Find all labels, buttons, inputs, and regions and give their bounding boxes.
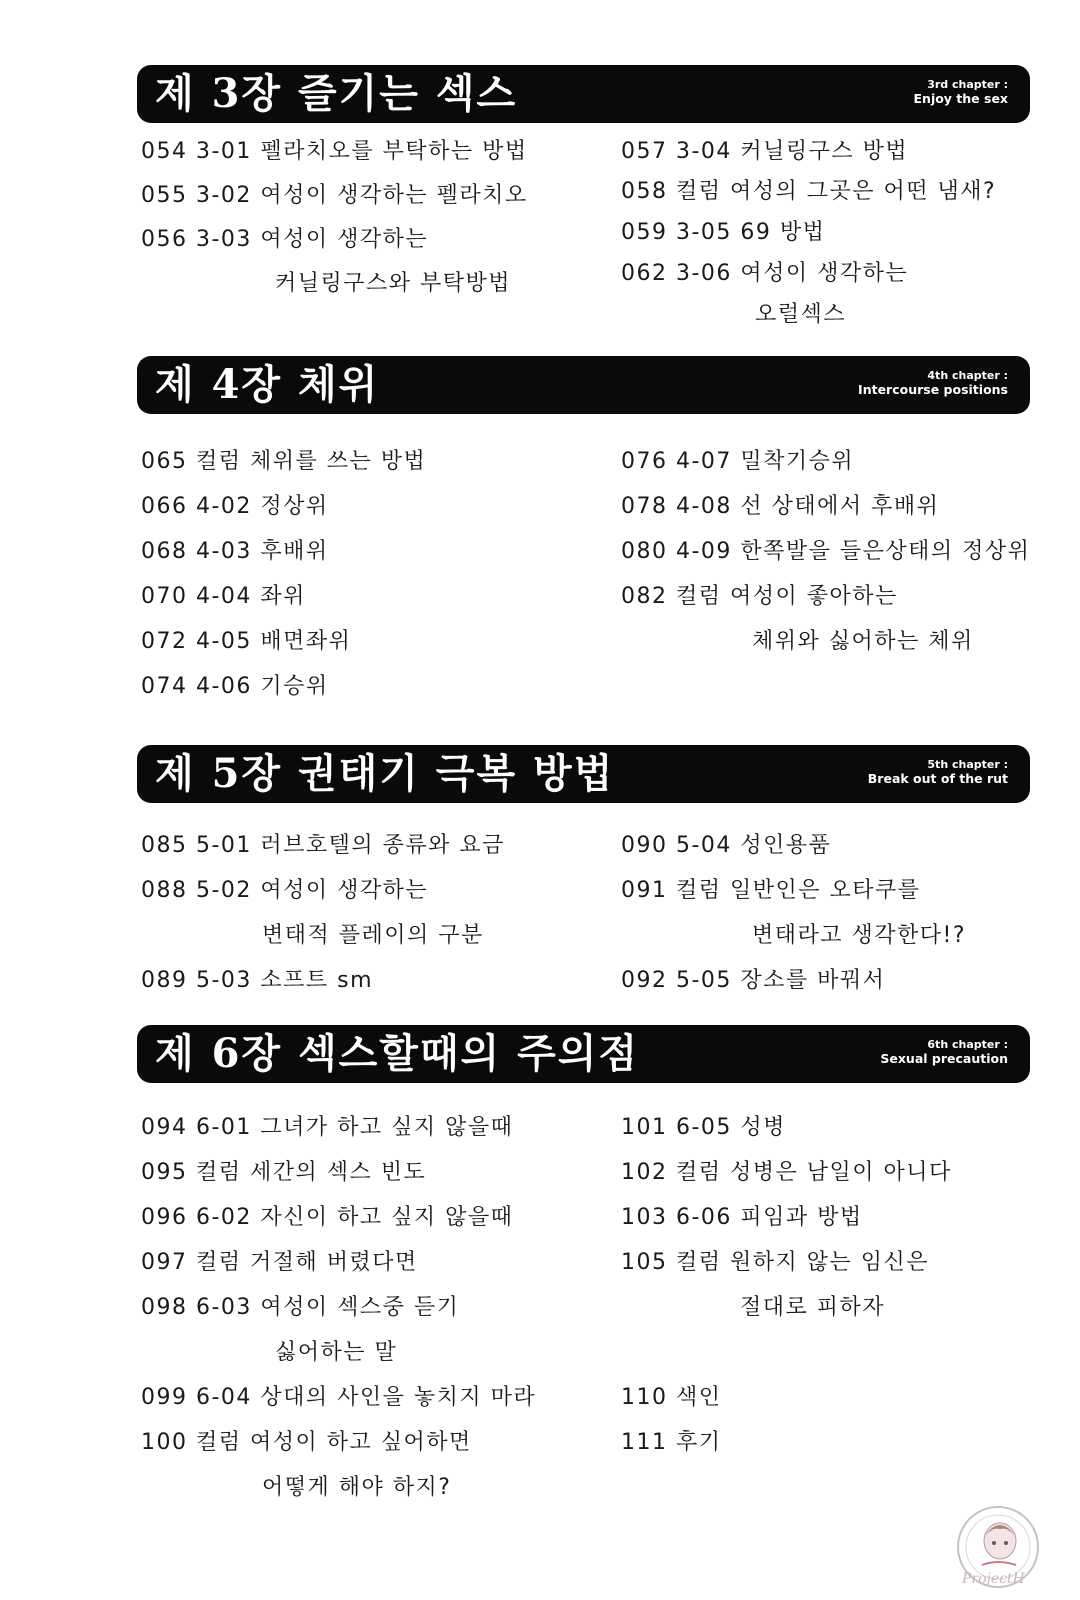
- toc-entry: 094 6-01 그녀가 하고 싶지 않을때: [141, 1115, 514, 1140]
- toc-entry: 056 3-03 여성이 생각하는: [141, 227, 429, 252]
- chapter-english-number: 4th chapter :: [927, 369, 1008, 382]
- toc-entry: 095 컬럼 세간의 섹스 빈도: [141, 1160, 427, 1185]
- chapter-title: 제 3장 즐기는 섹스: [155, 70, 518, 117]
- toc-entry: 092 5-05 장소를 바꿔서: [621, 968, 886, 993]
- toc-entry: 100 컬럼 여성이 하고 싶어하면: [141, 1430, 472, 1455]
- toc-entry: 059 3-05 69 방법: [621, 220, 826, 245]
- toc-entry: 057 3-04 커닐링구스 방법: [621, 139, 909, 164]
- toc-entry-continuation: 오럴섹스: [755, 302, 847, 327]
- toc-entry: 070 4-04 좌위: [141, 584, 306, 609]
- toc-entry-continuation: 절대로 피하자: [740, 1295, 886, 1320]
- chapter-english-number: 6th chapter :: [927, 1038, 1008, 1051]
- toc-entry: 080 4-09 한쪽발을 들은상태의 정상위: [621, 539, 1031, 564]
- toc-entry: 065 컬럼 체위를 쓰는 방법: [141, 449, 427, 474]
- toc-entry: 110 색인: [621, 1385, 722, 1410]
- chapter-english-title: Sexual precaution: [880, 1051, 1008, 1066]
- chapter-english-label: [880, 1038, 1008, 1066]
- project-h-stamp-logo: [948, 1503, 1048, 1591]
- chapter-english-title: Intercourse positions: [858, 382, 1008, 397]
- toc-entry: 062 3-06 여성이 생각하는: [621, 261, 909, 286]
- chapter-6-header: [137, 1025, 1030, 1083]
- toc-entry-continuation: 체위와 싫어하는 체위: [752, 629, 974, 654]
- chapter-english-label: [914, 78, 1009, 106]
- toc-entry-continuation: 어떻게 해야 하지?: [262, 1475, 452, 1500]
- chapter-3-header: [137, 65, 1030, 123]
- chapter-english-label: [858, 369, 1008, 397]
- toc-entry: 111 후기: [621, 1430, 722, 1455]
- toc-entry: 088 5-02 여성이 생각하는: [141, 878, 429, 903]
- toc-entry: 105 컬럼 원하지 않는 임신은: [621, 1250, 929, 1275]
- chapter-title: 제 6장 섹스할때의 주의점: [155, 1030, 640, 1077]
- toc-entry: 103 6-06 피임과 방법: [621, 1205, 863, 1230]
- toc-entry: 054 3-01 펠라치오를 부탁하는 방법: [141, 139, 528, 164]
- toc-entry: 066 4-02 정상위: [141, 494, 329, 519]
- chapter-english-number: 5th chapter :: [927, 758, 1008, 771]
- toc-entry: 074 4-06 기승위: [141, 674, 329, 699]
- toc-entry: 068 4-03 후배위: [141, 539, 329, 564]
- toc-entry: 078 4-08 선 상태에서 후배위: [621, 494, 940, 519]
- toc-entry-continuation: 변태라고 생각한다!?: [752, 923, 967, 948]
- stamp-logo-icon: [948, 1503, 1048, 1591]
- toc-entry: 055 3-02 여성이 생각하는 펠라치오: [141, 183, 528, 208]
- chapter-5-header: [137, 745, 1030, 803]
- stamp-logo-text: ProjectH: [962, 1571, 1025, 1587]
- toc-entry: 102 컬럼 성병은 남일이 아니다: [621, 1160, 952, 1185]
- toc-entry: 090 5-04 성인용품: [621, 833, 832, 858]
- toc-entry-continuation: 변태적 플레이의 구분: [262, 923, 484, 948]
- toc-entry: 096 6-02 자신이 하고 싶지 않을때: [141, 1205, 514, 1230]
- chapter-title: 제 5장 권태기 극복 방법: [155, 750, 615, 797]
- toc-entry: 089 5-03 소프트 sm: [141, 968, 374, 993]
- toc-entry: 082 컬럼 여성이 좋아하는: [621, 584, 898, 609]
- toc-entry: 099 6-04 상대의 사인을 놓치지 마라: [141, 1385, 537, 1410]
- toc-entry: 058 컬럼 여성의 그곳은 어떤 냄새?: [621, 179, 997, 204]
- toc-entry: 091 컬럼 일반인은 오타쿠를: [621, 878, 921, 903]
- toc-entry: 076 4-07 밀착기승위: [621, 449, 855, 474]
- toc-entry: 097 컬럼 거절해 버렸다면: [141, 1250, 418, 1275]
- toc-entry: 101 6-05 성병: [621, 1115, 786, 1140]
- chapter-english-title: Break out of the rut: [867, 771, 1008, 786]
- chapter-english-number: 3rd chapter :: [927, 78, 1008, 91]
- chapter-4-header: [137, 356, 1030, 414]
- toc-entry: 098 6-03 여성이 섹스중 듣기: [141, 1295, 460, 1320]
- toc-entry-continuation: 싫어하는 말: [275, 1340, 398, 1365]
- toc-entry: 085 5-01 러브호텔의 종류와 요금: [141, 833, 505, 858]
- chapter-english-title: Enjoy the sex: [913, 91, 1008, 106]
- toc-entry: 072 4-05 배면좌위: [141, 629, 352, 654]
- toc-entry-continuation: 커닐링구스와 부탁방법: [275, 271, 512, 296]
- chapter-english-label: [868, 758, 1008, 786]
- chapter-title: 제 4장 체위: [155, 361, 380, 408]
